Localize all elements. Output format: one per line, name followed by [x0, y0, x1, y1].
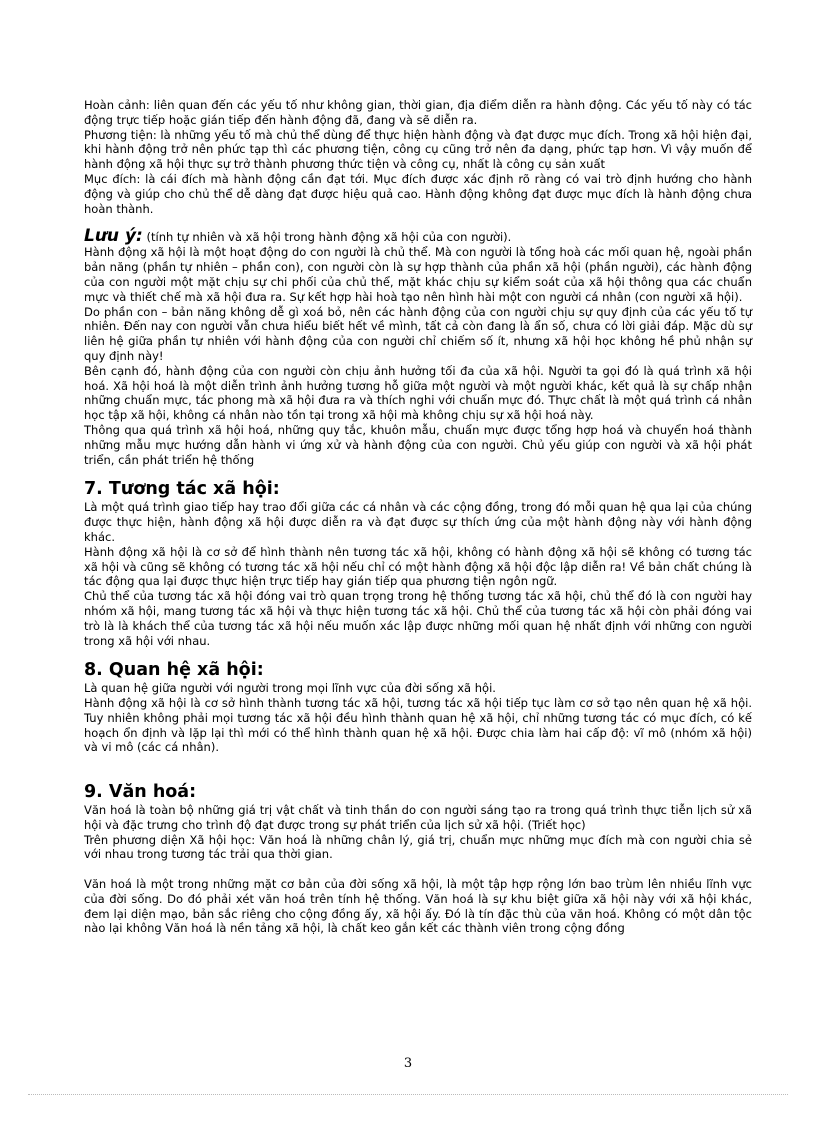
section-7-heading: 7. Tương tác xã hội: — [84, 479, 280, 500]
section-9-paragraph-3: Văn hoá là một trong những mặt cơ bản của đời sống xã hội, là một tập hợp rộng lớn bao trùm lên nhiều lĩnh vực của đời sống. Do đó phải xét văn hoá trên tính hệ thống. Văn hoá là sự khu biệt giữa xã hội này với xã hội khác, đem lại diện mạo, bản sắc riêng cho cộng đồng ấy, xã hội ấy. Đó là tín đặc thù của văn hoá. Không có một dân tộc nào lại không Văn hoá là nền tảng xã hội, là chất keo gắn kết các thành viên trong cộng đồng — [84, 877, 752, 936]
paragraph-means: Phương tiện: là những yếu tố mà chủ thể dùng để thực hiện hành động và đạt được mục đích. Trong xã hội hiện đại, khi hành động trở nên phức tạp thì các phương tiện, công cụ cũng trở nên đa dạng, phức tạp hơn. Vì vậy muốn để hành động xã hội thực sự trở thành phương thức tiện và công cụ, nhất là công cụ sản xuất — [84, 127, 752, 172]
note-paragraph-1: Hành động xã hội là một hoạt động do con người là chủ thể. Mà con người là tổng hoà các mối quan hệ, ngoài phần bản năng (phần tự nhiên – phần con), con người còn là sự hợp thành của phần xã hội (phần người), các hành động của con người một mặt chịu sự chi phối của chủ thể, mặt khác chịu sự kiểm soát của xã hội thông qua các chuẩn mực và thiết chế mà xã hội đưa ra. Sự kết hợp hài hoà tạo nên hình hài một con người cá nhân (con người xã hội). — [84, 245, 752, 304]
section-9-paragraph-2: Trên phương diện Xã hội học: Văn hoá là những chân lý, giá trị, chuẩn mực những mục đích mà con người chia sẻ với nhau trong tương tác trải qua thời gian. — [84, 832, 752, 862]
section-9-heading: 9. Văn hoá: — [84, 782, 197, 803]
section-7-paragraph-2: Hành động xã hội là cơ sở để hình thành nên tương tác xã hội, không có hành động xã hội sẽ không có tương tác xã hội và cũng sẽ không có tương tác xã hội nếu chỉ có một hành động xã hội độc lập diễn ra! Về bản chất chúng là tác động qua lại được thực hiện trực tiếp hay gián tiếp qua phương tiện ngôn ngữ. — [84, 544, 752, 589]
note-paragraph-3: Bên cạnh đó, hành động của con người còn chịu ảnh hưởng tối đa của xã hội. Người ta gọi đó là quá trình xã hội hoá. Xã hội hoá là một diễn trình ảnh hưởng tương hỗ giữa một người và một người khác, kết quả là sự chấp nhận những chuẩn mực, tác phong mà xã hội đưa ra và thích nghi với chuẩn mực đó. Thực chất là một quá trình cá nhân học tập xã hội, không cá nhân nào tồn tại trong xã hội mà không chịu sự xã hội hoá này. — [84, 363, 752, 423]
spacer — [84, 755, 752, 770]
section-8-heading: 8. Quan hệ xã hội: — [84, 660, 264, 681]
section-7-paragraph-1: Là một quá trình giao tiếp hay trao đổi giữa các cá nhân và các cộng đồng, trong đó mỗi quan hệ qua lại của chúng được thực hiện, hành động xã hội được diễn ra và đạt được sự thích ứng của một hành động này với hành động khác. — [84, 500, 752, 544]
paragraph-context: Hoàn cảnh: liên quan đến các yếu tố như không gian, thời gian, địa điểm diễn ra hành động. Các yếu tố này có tác động trực tiếp hoặc gián tiếp đến hành động đã, đang và sẽ diễn ra. — [84, 98, 752, 127]
page-number: 3 — [403, 1056, 413, 1071]
note-paragraph-2: Do phần con – bản năng không dễ gì xoá bỏ, nên các hành động của con người chịu sự quy định của các yếu tố tự nhiên. Đến nay con người vẫn chưa hiểu biết hết về mình, tất cả còn đang là ẩn số, chưa có lời giải đáp. Mặc dù sự liên hệ giữa phần tự nhiên với hành động của con người chỉ chiếm số ít, nhưng xã hội học không hề phủ nhận sự quy định này! — [84, 304, 752, 363]
page-bottom-divider — [28, 1094, 788, 1095]
note-heading-line — [84, 228, 752, 245]
note-subtitle: (tính tự nhiên và xã hội trong hành động xã hội của con người). — [142, 230, 512, 245]
note-heading: Lưu ý: — [84, 226, 143, 247]
spacer — [84, 862, 752, 877]
paragraph-goal: Mục đích: là cái đích mà hành động cần đạt tới. Mục đích được xác định rõ ràng có vai trò định hướng cho hành động và giúp cho chủ thể dễ dàng đạt được hiệu quả cao. Hành động không đạt được mục đích là hành động chưa hoàn thành. — [84, 171, 752, 216]
section-9-paragraph-1: Văn hoá là toàn bộ những giá trị vật chất và tinh thần do con người sáng tạo ra trong quá trình thực tiễn lịch sử xã hội và đặc trưng cho trình độ đạt được trong sự phát triển của lịch sử xã hội. (Triết học) — [84, 803, 752, 832]
note-paragraph-4: Thông qua quá trình xã hội hoá, những quy tắc, khuôn mẫu, chuẩn mực được tổng hợp hoá và chuyển hoá thành những mẫu mực hướng dẫn hành vi ứng xử và hành động của con người. Chủ yếu giúp con người và xã hội phát triển, cần phát triển hệ thống — [84, 422, 752, 467]
section-8-paragraph-2: Hành động xã hội là cơ sở hình thành tương tác xã hội, tương tác xã hội tiếp tục làm cơ sở tạo nên quan hệ xã hội. Tuy nhiên không phải mọi tương tác xã hội đều hình thành quan hệ xã hội, chỉ những tương tác có mục đích, có kế hoạch ổn định và lặp lại thì mới có thể hình thành quan hệ xã hội. Được chia làm hai cấp độ: vĩ mô (nhóm xã hội) và vi mô (các cá nhân). — [84, 696, 752, 755]
section-7-paragraph-3: Chủ thể của tương tác xã hội đóng vai trò quan trọng trong hệ thống tương tác xã hội, chủ thể đó là con người hay nhóm xã hội, mang tương tác xã hội và thực hiện tương tác xã hội. Chủ thể của tương tác xã hội còn phải đóng vai trò là là khách thể của tương tác xã hội nếu muốn xác lập được những mối quan hệ nhất định với những con người trong xã hội với nhau. — [84, 589, 752, 648]
section-8-paragraph-1: Là quan hệ giữa người với người trong mọi lĩnh vực của đời sống xã hội. — [84, 681, 496, 696]
document-page — [84, 98, 752, 936]
